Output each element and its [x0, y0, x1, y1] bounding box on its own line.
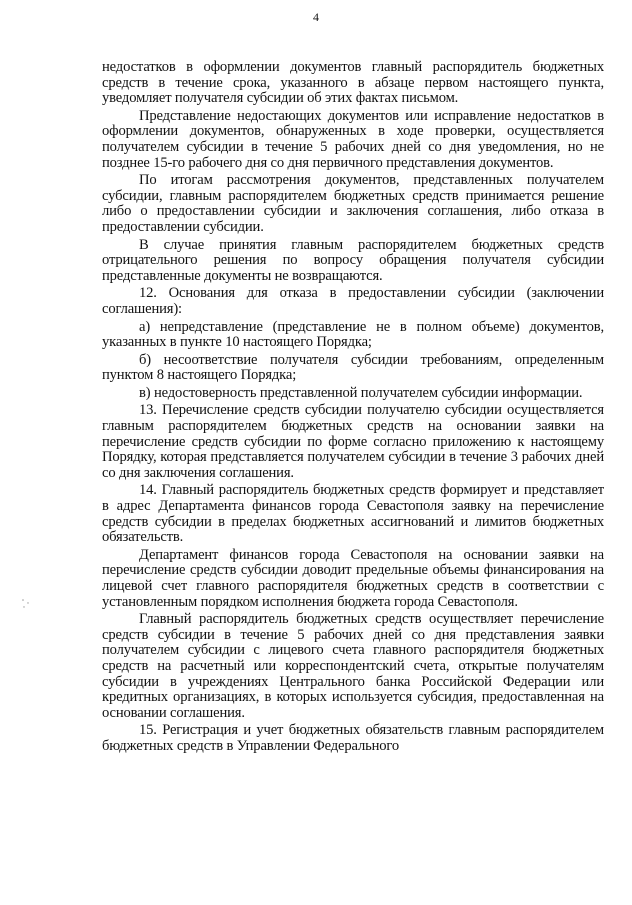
- paragraph: 14. Главный распорядитель бюджетных средств формирует и представляет в адрес Департамента финансов города Севастополя заявку на перечисление средств субсидии в пределах бюджетных ассигнований и лимитов бюджетных обязательств.: [102, 482, 604, 546]
- paragraph: Департамент финансов города Севастополя на основании заявки на перечисление средств субсидии доводит предельные объемы финансирования на лицевой счет главного распорядителя бюджетных средств в соответствии с установленным порядком исполнения бюджета города Севастополя.: [102, 546, 604, 610]
- paragraph: 13. Перечисление средств субсидии получателю субсидии осуществляется главным распорядителем бюджетных средств на основании заявки на перечисление средств субсидии по форме согласно приложению к настоящему Порядку, которая представляется получателем субсидии в течение 3 рабочих дней со дня заключения соглашения.: [102, 402, 604, 481]
- paragraph: Представление недостающих документов или исправление недостатков в оформлении документов, обнаруженных в ходе проверки, осуществляется получателем субсидии в течение 5 рабочих дней со дня уведомления, но не позднее 15-го рабочего дня со дня первичного представления документов.: [102, 107, 604, 171]
- paragraph: Главный распорядитель бюджетных средств осуществляет перечисление средств субсидии в течение 5 рабочих дней со дня представления заявки получателем субсидии с лицевого счета главного распорядителя бюджетных средств на расчетный или корреспондентский счета, открытые получателям субсидии в учреждениях Центрального банка Российской Федерации или кредитных организациях, в которых используется субсидия, предоставленная на основании соглашения.: [102, 611, 604, 721]
- document-body: [102, 60, 604, 755]
- margin-scan-mark: [20, 596, 34, 612]
- paragraph: По итогам рассмотрения документов, представленных получателем субсидии, главным распорядителем бюджетных средств принимается решение либо о предоставлении субсидии и заключения соглашения, либо отказа в предоставлении субсидии.: [102, 172, 604, 235]
- paragraph: в) недостоверность представленной получателем субсидии информации.: [139, 384, 583, 401]
- paragraph: а) непредставление (представление не в полном объеме) документов, указанных в пункте 10 настоящего Порядка;: [102, 318, 604, 351]
- paragraph: 12. Основания для отказа в предоставлении субсидии (заключении соглашения):: [102, 285, 604, 317]
- paragraph: недостатков в оформлении документов главный распорядитель бюджетных средств в течение срока, указанного в абзаце первом настоящего пункта, уведомляет получателя субсидии об этих фактах письмом.: [102, 59, 604, 107]
- paragraph: 15. Регистрация и учет бюджетных обязательств главным распорядителем бюджетных средств в Управлении Федерального: [102, 722, 604, 754]
- paragraph: б) несоответствие получателя субсидии требованиям, определенным пунктом 8 настоящего Порядка;: [102, 351, 604, 384]
- paragraph: В случае принятия главным распорядителем бюджетных средств отрицательного решения по вопросу обращения получателя субсидии представленные документы не возвращаются.: [102, 236, 604, 284]
- page-number: 4: [313, 10, 319, 24]
